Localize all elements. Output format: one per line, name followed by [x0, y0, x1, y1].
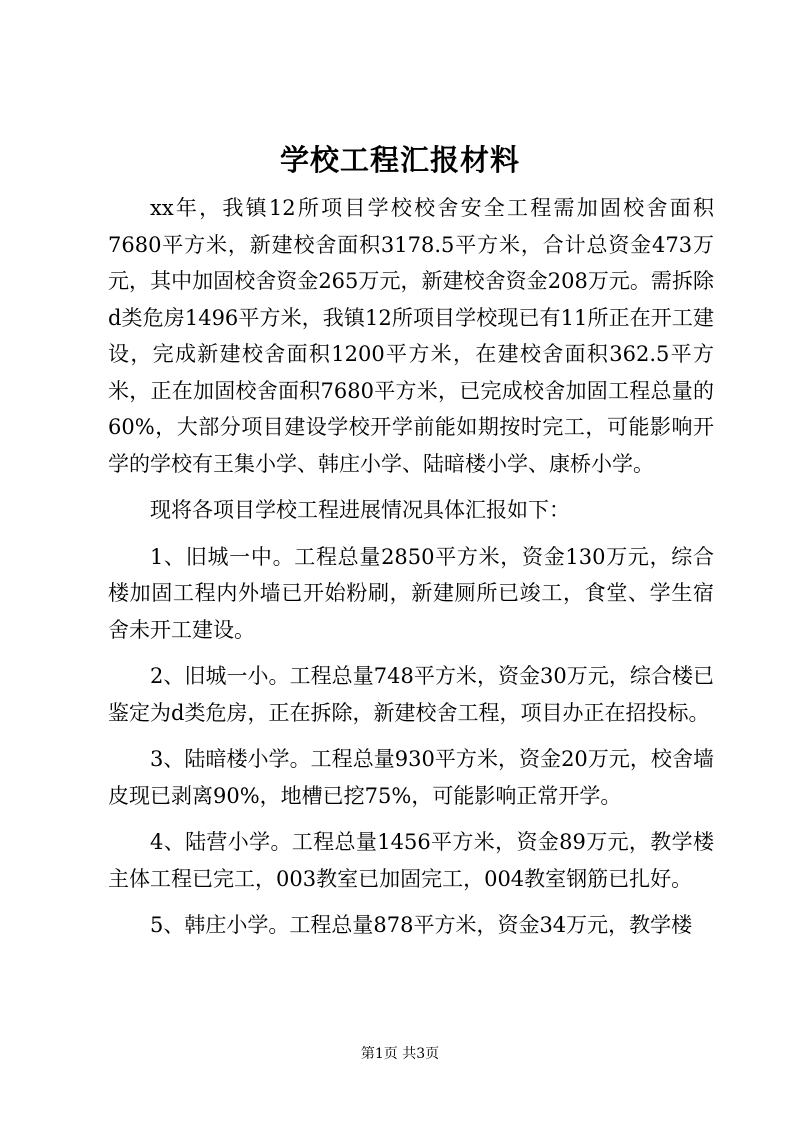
paragraph-item-5: 5、韩庄小学。工程总量878平方米，资金34万元，教学楼 — [150, 913, 693, 937]
page-footer: 第1页 共3页 — [360, 1046, 440, 1062]
paragraph-item-2: 2、旧城一小。工程总量748平方米，资金30万元，综合楼已鉴定为d类危房，正在拆除，新建校舍工程，项目办正在招投标。 — [108, 664, 714, 725]
paragraph-item-1: 1、旧城一中。工程总量2850平方米，资金130万元，综合楼加固工程内外墙已开始粉刷，新建厕所已竣工，食堂、学生宿舍未开工建设。 — [108, 544, 714, 642]
document-title: 学校工程汇报材料 — [279, 143, 520, 177]
paragraph-intro: 现将各项目学校工程进展情况具体汇报如下： — [150, 498, 570, 522]
paragraph-item-3: 3、陆暗楼小学。工程总量930平方米，资金20万元，校舍墙皮现已剥离90%，地槽已挖75%，可能影响正常开学。 — [108, 747, 714, 808]
paragraph-item-4: 4、陆营小学。工程总量1456平方米，资金89万元，教学楼主体工程已完工，003教室已加固完工，004教室钢筋已扎好。 — [108, 830, 714, 891]
document-body — [108, 190, 714, 954]
paragraph-summary: xx年，我镇12所项目学校校舍安全工程需加固校舍面积7680平方米，新建校舍面积3178.5平方米，合计总资金473万元，其中加固校舍资金265万元，新建校舍资金208万元。需拆除d类危房1496平方米，我镇12所项目学校现已有11所正在开工建设，完成新建校舍面积1200平方米，在建校舍面积362.5平方米，正在加固校舍面积7680平方米，已完成校舍加固工程总量的60%，大部分项目建设学校开学前能如期按时完工，可能影响开学的学校有王集小学、韩庄小学、陆暗楼小学、康桥小学。 — [108, 196, 714, 476]
